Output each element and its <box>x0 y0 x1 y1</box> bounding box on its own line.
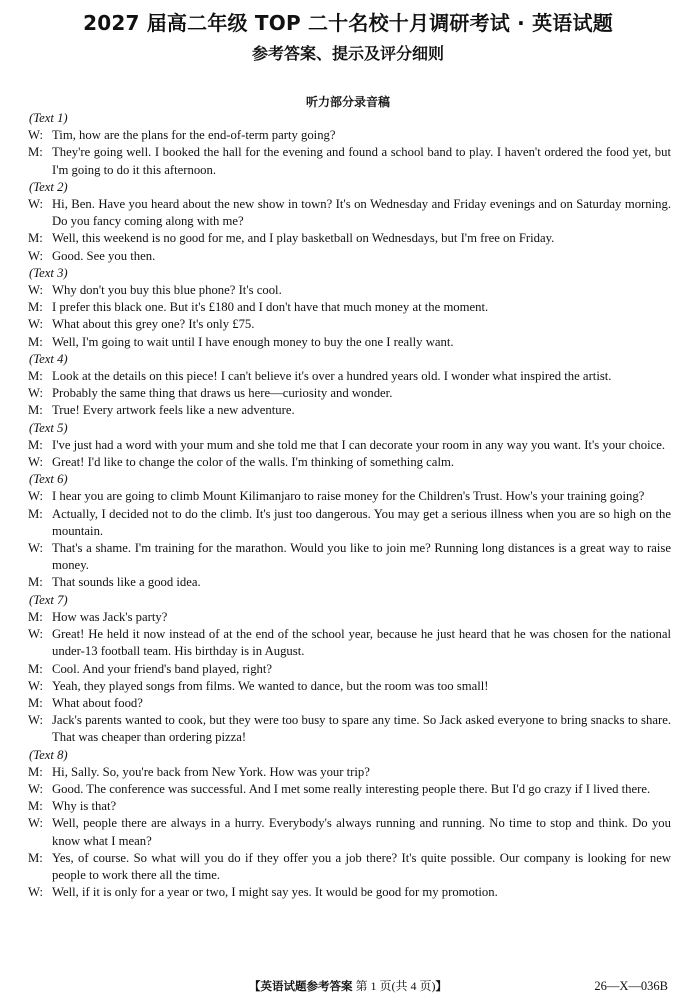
dialogue-line <box>28 127 671 144</box>
dialogue-line <box>28 402 671 419</box>
speaker-label: M: <box>28 300 43 315</box>
dialogue-text: Well, people there are always in a hurry. Everybody's always running and running. No time to stop and think. Do you know what I mean? <box>52 816 671 848</box>
text-block <box>28 420 671 472</box>
dialogue-text: Why is that? <box>52 799 117 814</box>
dialogue-text: Hi, Ben. Have you heard about the new show in town? It's on Wednesday and Friday evenings and on Saturday morning. Do you fancy coming along with me? <box>52 197 671 229</box>
dialogue-line <box>28 144 671 178</box>
dialogue-text: Why don't you buy this blue phone? It's cool. <box>52 283 282 298</box>
dialogue-line <box>28 781 671 798</box>
dialogue-text: Look at the details on this piece! I can't believe it's over a hundred years old. I wonder what inspired the artist. <box>52 369 612 384</box>
text-block <box>28 471 671 591</box>
dialogue-line <box>28 609 671 626</box>
dialogue-text: That sounds like a good idea. <box>52 575 201 590</box>
page-footer <box>0 974 696 998</box>
dialogue-text: How was Jack's party? <box>52 609 168 624</box>
text-label: (Text 7) <box>29 592 68 607</box>
speaker-label: W: <box>28 283 44 298</box>
dialogue-text: Jack's parents wanted to cook, but they were too busy to spare any time. So Jack asked everyone to bring snacks to share. That was cheaper than ordering pizza! <box>52 713 671 745</box>
speaker-label: W: <box>28 317 44 332</box>
speaker-label: W: <box>28 885 44 900</box>
speaker-label: W: <box>28 248 44 263</box>
dialogue-text: Well, if it is only for a year or two, I might say yes. It would be good for my promotion. <box>52 885 498 900</box>
text-label: (Text 8) <box>29 747 68 762</box>
text-label: (Text 1) <box>29 111 68 125</box>
speaker-label: W: <box>28 541 44 556</box>
transcript <box>28 110 671 901</box>
dialogue-text: Good. The conference was successful. And I met some really interesting people there. But I'd go crazy if I lived there. <box>52 781 651 796</box>
dialogue-text: Probably the same thing that draws us here—curiosity and wonder. <box>52 386 393 401</box>
speaker-label: M: <box>28 369 43 384</box>
dialogue-line <box>28 661 671 678</box>
text-label: (Text 4) <box>29 351 68 366</box>
speaker-label: W: <box>28 455 44 470</box>
dialogue-text: What about food? <box>52 695 143 710</box>
footer-label: 【英语试题参考答案 <box>249 979 353 993</box>
dialogue-line <box>28 316 671 333</box>
page-subtitle: 参考答案、提示及评分细则 <box>251 44 444 63</box>
speaker-label: W: <box>28 489 44 504</box>
dialogue-line <box>28 695 671 712</box>
dialogue-line <box>28 299 671 316</box>
dialogue-line <box>28 385 671 402</box>
speaker-label: W: <box>28 816 44 831</box>
dialogue-line <box>28 454 671 471</box>
dialogue-line <box>28 248 671 265</box>
text-label: (Text 2) <box>29 179 68 194</box>
speaker-label: M: <box>28 850 43 865</box>
dialogue-line <box>28 626 671 660</box>
speaker-label: M: <box>28 695 43 710</box>
speaker-label: M: <box>28 609 43 624</box>
dialogue-text: Well, I'm going to wait until I have enough money to buy the one I really want. <box>52 334 454 349</box>
dialogue-line <box>28 574 671 591</box>
speaker-label: M: <box>28 334 43 349</box>
dialogue-line <box>28 678 671 695</box>
speaker-label: W: <box>28 678 44 693</box>
speaker-label: M: <box>28 764 43 779</box>
dialogue-line <box>28 488 671 505</box>
speaker-label: W: <box>28 627 44 642</box>
dialogue-text: That's a shame. I'm training for the marathon. Would you like to join me? Running long distances is a great way to raise money. <box>52 541 671 573</box>
dialogue-line <box>28 368 671 385</box>
dialogue-text: Yes, of course. So what will you do if they offer you a job there? It's quite possible. Our company is looking for new people to work there all the time. <box>52 850 671 882</box>
text-block <box>28 110 671 179</box>
dialogue-text: Tim, how are the plans for the end-of-term party going? <box>52 128 336 143</box>
speaker-label: W: <box>28 197 44 212</box>
dialogue-text: Yeah, they played songs from films. We wanted to dance, but the room was too small! <box>52 678 489 693</box>
dialogue-line <box>28 506 671 540</box>
dialogue-line <box>28 712 671 746</box>
dialogue-line <box>28 884 671 901</box>
dialogue-line <box>28 540 671 574</box>
dialogue-line <box>28 282 671 299</box>
speaker-label: M: <box>28 575 43 590</box>
text-block <box>28 351 671 420</box>
text-label: (Text 3) <box>29 265 68 280</box>
speaker-label: M: <box>28 231 43 246</box>
speaker-label: M: <box>28 506 43 521</box>
dialogue-line <box>28 230 671 247</box>
dialogue-text: Good. See you then. <box>52 248 156 263</box>
text-block <box>28 265 671 351</box>
footer-code: 26—X—036B <box>594 979 668 993</box>
dialogue-line <box>28 850 671 884</box>
text-label: (Text 5) <box>29 420 68 435</box>
footer-center <box>0 974 696 998</box>
dialogue-line <box>28 334 671 351</box>
dialogue-line <box>28 437 671 454</box>
footer-page-number: 第 1 页(共 4 页) <box>355 979 436 993</box>
page-title: 2027 届高二年级 TOP 二十名校十月调研考试 · 英语试题 <box>83 11 613 35</box>
text-block <box>28 747 671 902</box>
dialogue-text: What about this grey one? It's only £75. <box>52 317 255 332</box>
speaker-label: M: <box>28 799 43 814</box>
dialogue-line <box>28 815 671 849</box>
text-block <box>28 179 671 265</box>
dialogue-text: I hear you are going to climb Mount Kilimanjaro to raise money for the Children's Trust. How's your training going? <box>52 489 645 504</box>
dialogue-text: True! Every artwork feels like a new adventure. <box>52 403 295 418</box>
speaker-label: M: <box>28 145 43 160</box>
dialogue-text: I've just had a word with your mum and she told me that I can decorate your room in any way you want. It's your choice. <box>52 437 666 452</box>
dialogue-line <box>28 196 671 230</box>
dialogue-line <box>28 764 671 781</box>
dialogue-text: Great! He held it now instead of at the end of the school year, because he just heard that he was chosen for the national under-13 football team. His birthday is in August. <box>52 627 671 659</box>
dialogue-text: Well, this weekend is no good for me, and I play basketball on Wednesdays, but I'm free on Friday. <box>52 231 555 246</box>
section-heading: 听力部分录音稿 <box>305 95 390 109</box>
speaker-label: W: <box>28 386 44 401</box>
dialogue-text: Actually, I decided not to do the climb. It's just too dangerous. You may get a serious illness when you are so high on the mountain. <box>52 506 671 538</box>
speaker-label: M: <box>28 403 43 418</box>
dialogue-text: Great! I'd like to change the color of the walls. I'm thinking of something calm. <box>52 455 455 470</box>
dialogue-text: I prefer this black one. But it's £180 and I don't have that much money at the moment. <box>52 300 489 315</box>
dialogue-text: Cool. And your friend's band played, right? <box>52 661 273 676</box>
speaker-label: M: <box>28 661 43 676</box>
dialogue-text: Hi, Sally. So, you're back from New York. How was your trip? <box>52 764 370 779</box>
text-block <box>28 592 671 747</box>
speaker-label: W: <box>28 713 44 728</box>
dialogue-text: They're going well. I booked the hall for the evening and found a school band to play. I haven't ordered the food yet, but I'm going to do it this afternoon. <box>52 145 671 177</box>
speaker-label: W: <box>28 781 44 796</box>
footer-close: 】 <box>435 979 447 993</box>
dialogue-line <box>28 798 671 815</box>
text-label: (Text 6) <box>29 472 68 487</box>
speaker-label: M: <box>28 437 43 452</box>
speaker-label: W: <box>28 128 44 143</box>
